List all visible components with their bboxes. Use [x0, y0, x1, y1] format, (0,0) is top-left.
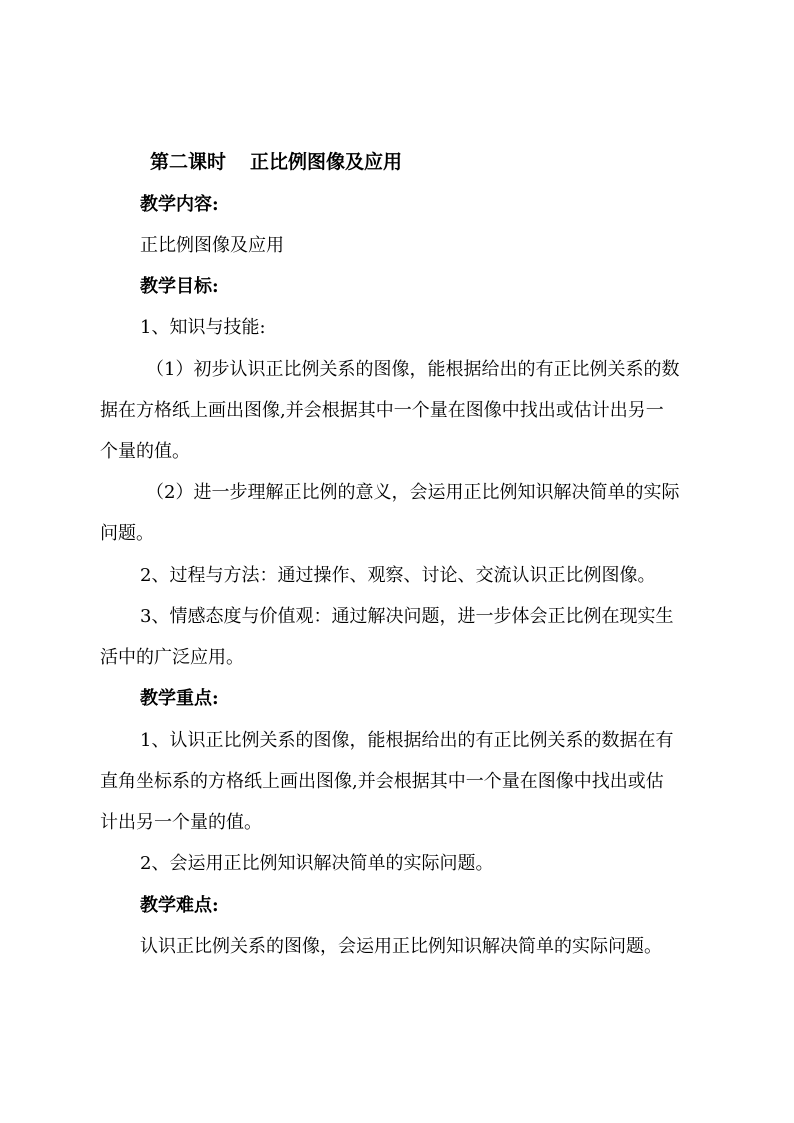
- goal3-line1: 3、情感态度与价值观：通过解决问题，进一步体会正比例在现实生: [140, 606, 674, 627]
- key2: 2、会运用正比例知识解决简单的实际问题。: [140, 853, 494, 874]
- goal-knowledge-skills: 1、知识与技能:: [140, 317, 266, 338]
- key1-line2: 直角坐标系的方格纸上画出图像,并会根据其中一个量在图像中找出或估: [100, 771, 664, 792]
- goal1-sub1-line1: （1）初步认识正比例关系的图像，能根据给出的有正比例关系的数: [146, 359, 680, 380]
- goal1-sub1-line2: 据在方格纸上画出图像,并会根据其中一个量在图像中找出或估计出另一: [100, 400, 664, 421]
- goal1-sub2-line2: 问题。: [100, 523, 154, 544]
- goals-heading: 教学目标:: [140, 276, 219, 297]
- title-lesson-number: 第二课时: [150, 151, 227, 173]
- key-points-heading: 教学重点:: [140, 688, 219, 709]
- title-lesson-name: 正比例图像及应用: [250, 151, 403, 173]
- key1-line1: 1、认识正比例关系的图像，能根据给出的有正比例关系的数据在有: [140, 730, 674, 751]
- lesson-title: [150, 150, 794, 174]
- goal1-sub1-line3: 个量的值。: [100, 441, 190, 462]
- goal-process-methods: 2、过程与方法：通过操作、观察、讨论、交流认识正比例图像。: [140, 565, 656, 586]
- difficulty-heading: 教学难点:: [140, 895, 219, 916]
- key1-line3: 计出另一个量的值。: [100, 812, 262, 833]
- content-text: 正比例图像及应用: [140, 235, 284, 256]
- content-heading: 教学内容:: [140, 194, 219, 215]
- difficulty-text: 认识正比例关系的图像，会运用正比例知识解决简单的实际问题。: [140, 936, 662, 957]
- goal3-line2: 活中的广泛应用。: [100, 647, 244, 668]
- goal1-sub2-line1: （2）进一步理解正比例的意义，会运用正比例知识解决简单的实际: [146, 482, 680, 503]
